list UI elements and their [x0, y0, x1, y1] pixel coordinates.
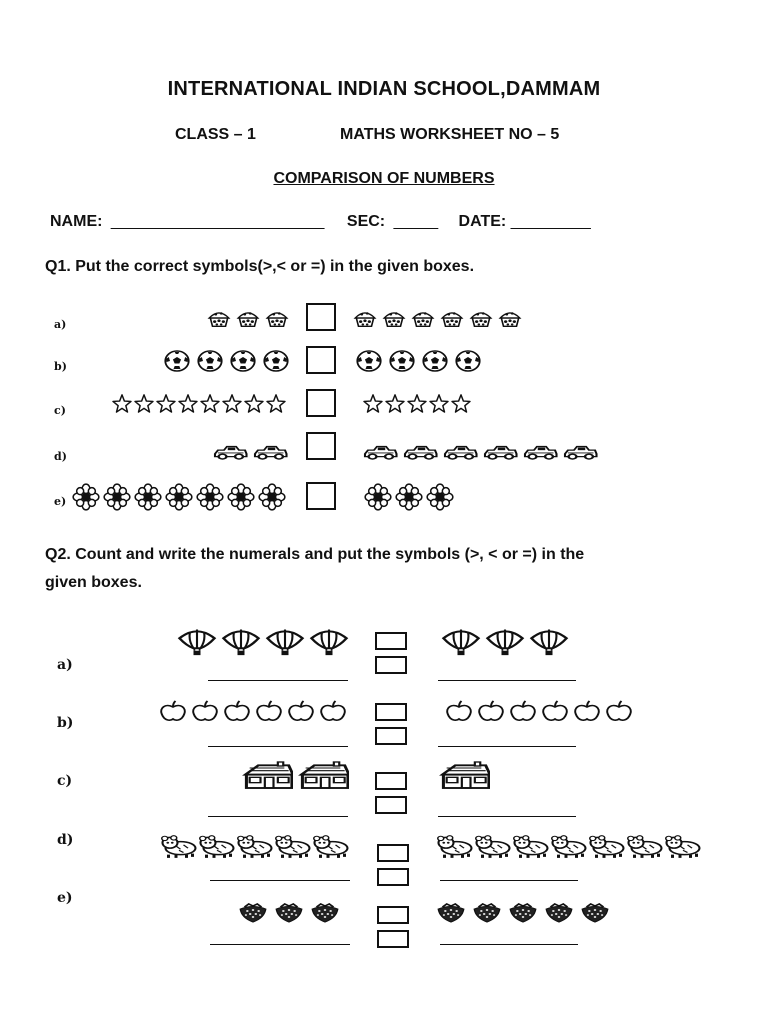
q2-answer-line[interactable]	[438, 746, 576, 747]
cupcake-icon	[352, 307, 378, 329]
flower-icon	[395, 483, 423, 511]
flower-icon	[258, 483, 286, 511]
strawberry-icon	[272, 900, 306, 924]
cupcake-icon	[206, 307, 232, 329]
house-icon	[297, 760, 349, 792]
star-icon	[111, 393, 133, 415]
star-icon	[133, 393, 155, 415]
name-blank[interactable]: ________________________	[110, 213, 325, 230]
bear-icon	[513, 833, 549, 859]
q2-numeral-box[interactable]	[375, 656, 407, 674]
star-icon	[177, 393, 199, 415]
cupcake-icon	[410, 307, 436, 329]
football-icon	[229, 349, 257, 373]
football-icon	[388, 349, 416, 373]
q2-numeral-box[interactable]	[377, 930, 409, 948]
apple-icon	[318, 700, 348, 724]
apple-icon	[604, 700, 634, 724]
star-icon	[406, 393, 428, 415]
flower-icon	[72, 483, 100, 511]
hot-air-balloon-icon	[484, 627, 526, 657]
q1-symbol-box[interactable]	[306, 303, 336, 331]
bear-icon	[275, 833, 311, 859]
student-fields-row	[50, 213, 591, 231]
q1-item-label: b)	[54, 360, 67, 373]
football-icon	[163, 349, 191, 373]
bear-icon	[237, 833, 273, 859]
football-icon	[355, 349, 383, 373]
name-label: NAME:	[50, 213, 103, 230]
star-icon	[243, 393, 265, 415]
q2-symbol-box[interactable]	[375, 772, 407, 790]
q1-item-label: c)	[54, 404, 66, 417]
q1-symbol-box[interactable]	[306, 346, 336, 374]
cupcake-icon	[439, 307, 465, 329]
car-icon	[252, 441, 288, 463]
q2-answer-line[interactable]	[208, 816, 348, 817]
hot-air-balloon-icon	[264, 627, 306, 657]
hot-air-balloon-icon	[440, 627, 482, 657]
apple-icon	[476, 700, 506, 724]
sec-blank[interactable]: _____	[393, 213, 439, 230]
cupcake-icon	[468, 307, 494, 329]
q1-item-label: e)	[54, 495, 67, 508]
apple-icon	[254, 700, 284, 724]
car-icon	[442, 441, 478, 463]
star-icon	[450, 393, 472, 415]
q2-answer-line[interactable]	[208, 680, 348, 681]
bear-icon	[161, 833, 197, 859]
apple-icon	[508, 700, 538, 724]
apple-icon	[286, 700, 316, 724]
q2-item-label: c)	[57, 773, 73, 789]
hot-air-balloon-icon	[176, 627, 218, 657]
apple-icon	[572, 700, 602, 724]
bear-icon	[589, 833, 625, 859]
q1-symbol-box[interactable]	[306, 482, 336, 510]
bear-icon	[437, 833, 473, 859]
q2-answer-line[interactable]	[440, 880, 578, 881]
star-icon	[265, 393, 287, 415]
football-icon	[421, 349, 449, 373]
star-icon	[362, 393, 384, 415]
car-icon	[562, 441, 598, 463]
q2-item-label: a)	[57, 657, 73, 673]
hot-air-balloon-icon	[528, 627, 570, 657]
flower-icon	[364, 483, 392, 511]
q2-prompt-line2: given boxes.	[45, 574, 142, 591]
house-icon	[241, 760, 293, 792]
q2-answer-line[interactable]	[208, 746, 348, 747]
cupcake-icon	[381, 307, 407, 329]
strawberry-icon	[236, 900, 270, 924]
class-label: CLASS – 1	[175, 126, 256, 143]
q2-prompt-line1: Q2. Count and write the numerals and put the symbols (>, < or =) in the	[45, 546, 585, 563]
q2-symbol-box[interactable]	[377, 844, 409, 862]
q2-numeral-box[interactable]	[375, 727, 407, 745]
apple-icon	[540, 700, 570, 724]
q1-item-label: d)	[54, 450, 67, 463]
car-icon	[482, 441, 518, 463]
apple-icon	[190, 700, 220, 724]
date-blank[interactable]: _________	[510, 213, 591, 230]
q1-item-label: a)	[54, 318, 67, 331]
strawberry-icon	[506, 900, 540, 924]
q2-numeral-box[interactable]	[377, 868, 409, 886]
sec-label: SEC:	[346, 213, 386, 230]
q2-item-label: e)	[57, 890, 73, 906]
q1-symbol-box[interactable]	[306, 389, 336, 417]
worksheet-label: MATHS WORKSHEET NO – 5	[340, 126, 560, 143]
cupcake-icon	[264, 307, 290, 329]
flower-icon	[227, 483, 255, 511]
strawberry-icon	[578, 900, 612, 924]
hot-air-balloon-icon	[220, 627, 262, 657]
car-icon	[212, 441, 248, 463]
bear-icon	[665, 833, 701, 859]
flower-icon	[426, 483, 454, 511]
star-icon	[428, 393, 450, 415]
football-icon	[196, 349, 224, 373]
worksheet-subtitle: COMPARISON OF NUMBERS	[273, 170, 495, 187]
bear-icon	[551, 833, 587, 859]
star-icon	[199, 393, 221, 415]
strawberry-icon	[542, 900, 576, 924]
house-icon	[438, 760, 490, 792]
q2-answer-line[interactable]	[440, 944, 578, 945]
star-icon	[384, 393, 406, 415]
q2-answer-line[interactable]	[438, 680, 576, 681]
q2-symbol-box[interactable]	[377, 906, 409, 924]
bear-icon	[475, 833, 511, 859]
car-icon	[402, 441, 438, 463]
apple-icon	[444, 700, 474, 724]
bear-icon	[627, 833, 663, 859]
q2-item-label: d)	[57, 832, 74, 848]
q2-symbol-box[interactable]	[375, 703, 407, 721]
q2-symbol-box[interactable]	[375, 632, 407, 650]
q2-answer-line[interactable]	[210, 880, 350, 881]
football-icon	[454, 349, 482, 373]
flower-icon	[196, 483, 224, 511]
q2-numeral-box[interactable]	[375, 796, 407, 814]
car-icon	[522, 441, 558, 463]
q1-prompt: Q1. Put the correct symbols(>,< or =) in the given boxes.	[45, 258, 475, 275]
car-icon	[362, 441, 398, 463]
strawberry-icon	[470, 900, 504, 924]
hot-air-balloon-icon	[308, 627, 350, 657]
strawberry-icon	[434, 900, 468, 924]
bear-icon	[199, 833, 235, 859]
flower-icon	[103, 483, 131, 511]
football-icon	[262, 349, 290, 373]
strawberry-icon	[308, 900, 342, 924]
flower-icon	[165, 483, 193, 511]
q2-answer-line[interactable]	[438, 816, 576, 817]
date-label: DATE:	[458, 213, 507, 230]
apple-icon	[222, 700, 252, 724]
q2-item-label: b)	[57, 715, 74, 731]
school-title: INTERNATIONAL INDIAN SCHOOL,DAMMAM	[167, 78, 601, 100]
star-icon	[221, 393, 243, 415]
cupcake-icon	[497, 307, 523, 329]
flower-icon	[134, 483, 162, 511]
apple-icon	[158, 700, 188, 724]
bear-icon	[313, 833, 349, 859]
q1-symbol-box[interactable]	[306, 432, 336, 460]
q2-answer-line[interactable]	[210, 944, 350, 945]
cupcake-icon	[235, 307, 261, 329]
star-icon	[155, 393, 177, 415]
